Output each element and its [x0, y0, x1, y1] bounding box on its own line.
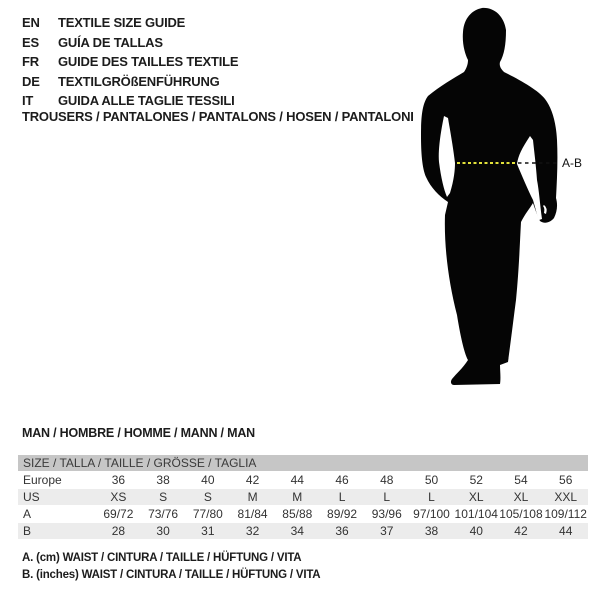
language-row-en: [22, 13, 238, 33]
language-row-fr: [22, 52, 238, 72]
cell: S: [203, 490, 212, 504]
cell: 105/108: [499, 507, 543, 521]
cell: 38: [424, 524, 439, 538]
man-silhouette-figure: [400, 0, 600, 400]
cell: 46: [335, 473, 349, 487]
cell: 34: [290, 524, 304, 538]
cell: M: [247, 490, 258, 504]
cell: 36: [335, 524, 349, 538]
row-label: Europe: [23, 473, 62, 487]
language-label: TEXTILGRÖßENFÜHRUNG: [58, 73, 220, 89]
section-title: MAN / HOMBRE / HOMME / MANN / MAN: [22, 426, 255, 440]
cell: 54: [514, 473, 528, 487]
cell: 32: [245, 524, 260, 538]
man-silhouette: [400, 0, 600, 400]
cell: 81/84: [237, 507, 268, 521]
cell: 42: [245, 473, 260, 487]
cell: 42: [514, 524, 528, 538]
cell: 30: [156, 524, 170, 538]
size-table-header: SIZE / TALLA / TAILLE / GRÖSSE / TAGLIA: [18, 455, 588, 471]
cell: 40: [469, 524, 483, 538]
table-row-us: [18, 489, 588, 505]
cell: 101/104: [454, 507, 498, 521]
measure-label: A-B: [562, 156, 583, 170]
cell: L: [383, 490, 391, 504]
cell: 77/80: [192, 507, 223, 521]
cell: 97/100: [413, 507, 450, 521]
language-label: GUIDE DES TAILLES TEXTILE: [58, 54, 239, 69]
cell: 44: [559, 524, 573, 538]
language-legend: [22, 13, 238, 111]
language-code: IT: [22, 93, 34, 108]
language-code: EN: [22, 15, 40, 30]
cell: 36: [111, 473, 126, 487]
cell: 37: [380, 524, 394, 538]
measure-footnotes: [22, 550, 320, 584]
language-code: ES: [22, 34, 39, 50]
cell: 85/88: [282, 507, 313, 521]
cell: M: [292, 490, 303, 504]
cell: 69/72: [103, 507, 134, 521]
language-code: DE: [22, 73, 40, 89]
row-label: US: [23, 490, 40, 504]
cell: XL: [468, 490, 484, 504]
language-label: TEXTILE SIZE GUIDE: [58, 15, 186, 30]
cell: 48: [380, 473, 394, 487]
language-row-it: [22, 91, 238, 111]
cell: L: [338, 490, 346, 504]
cell: 73/76: [148, 507, 179, 521]
cell: XXL: [554, 490, 578, 504]
cell: 31: [201, 524, 215, 538]
cell: 109/112: [544, 507, 587, 521]
language-label: GUIDA ALLE TAGLIE TESSILI: [58, 93, 235, 108]
table-row-b-inches: [18, 523, 588, 539]
cell: XL: [513, 490, 529, 504]
footnote-a: A. (cm) WAIST / CINTURA / TAILLE / HÜFTUNG / VITA: [22, 552, 302, 564]
row-label: A: [23, 507, 32, 521]
table-row-a-cm: [18, 506, 588, 522]
cell: 44: [290, 473, 304, 487]
cell: 93/96: [371, 507, 402, 521]
cell: 89/92: [327, 507, 358, 521]
cell: 52: [469, 473, 483, 487]
cell: S: [159, 490, 168, 504]
language-row-de: [22, 72, 238, 92]
size-table: [18, 455, 588, 539]
cell: 56: [559, 473, 573, 487]
footnote-b: B. (inches) WAIST / CINTURA / TAILLE / HÜFTUNG / VITA: [22, 569, 321, 581]
cell: XS: [110, 490, 127, 504]
cell: 50: [424, 473, 439, 487]
cell: 28: [111, 524, 126, 538]
language-label: GUÍA DE TALLAS: [58, 34, 163, 50]
garment-title: TROUSERS / PANTALONES / PANTALONS / HOSEN / PANTALONI: [22, 109, 414, 124]
row-label: B: [23, 524, 32, 538]
cell: 40: [201, 473, 215, 487]
table-row-europe: [18, 472, 588, 488]
cell: L: [428, 490, 435, 504]
cell: 38: [156, 473, 170, 487]
language-code: FR: [22, 54, 39, 69]
language-row-es: [22, 33, 238, 53]
